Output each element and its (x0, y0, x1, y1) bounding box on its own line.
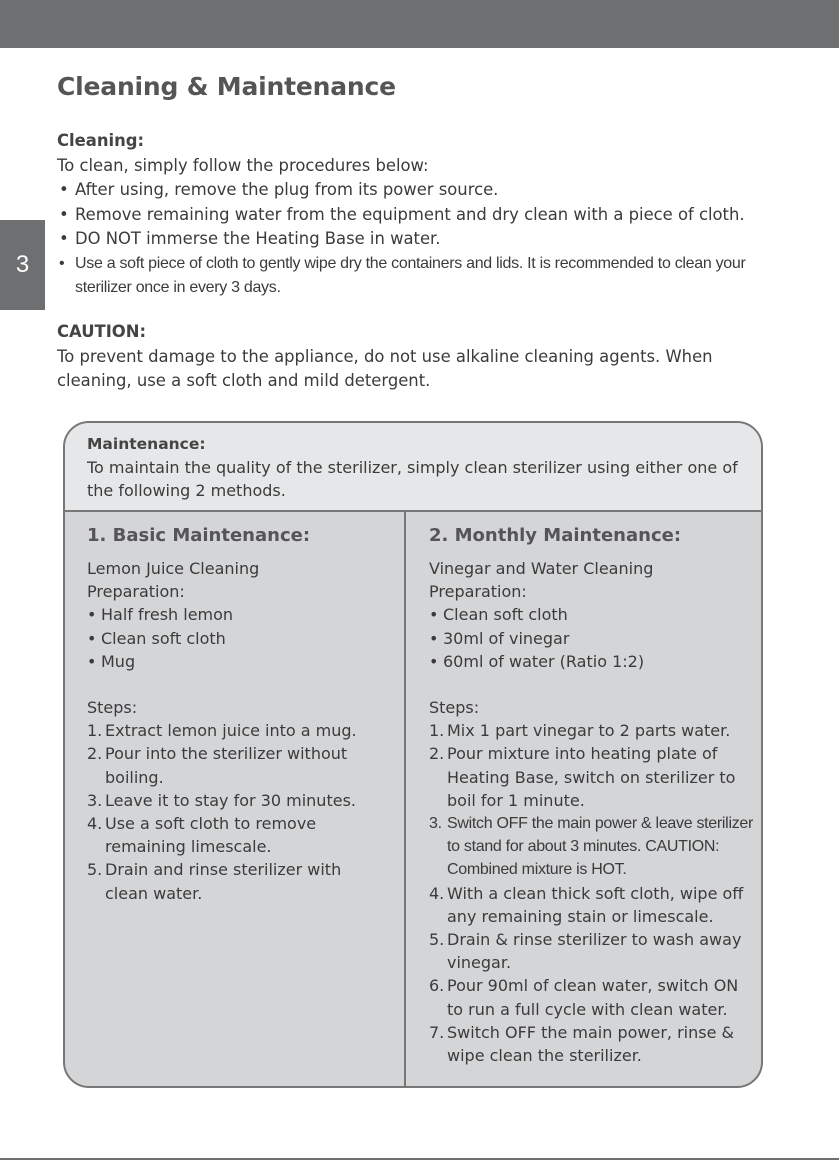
step-item: 5. Drain & rinse sterilizer to wash away vinegar. (429, 930, 742, 973)
list-item: • Clean soft cloth (87, 627, 387, 650)
step-item: 2. Pour mixture into heating plate of Heating Base, switch on sterilizer to boil for 1 minute. (429, 744, 736, 810)
monthly-subtitle: Vinegar and Water Cleaning (429, 559, 654, 578)
monthly-maintenance-title: 2. Monthly Maintenance: (429, 525, 682, 546)
caution-heading: CAUTION: (57, 322, 147, 341)
monthly-maintenance-column (429, 523, 759, 1067)
basic-maintenance-title: 1. Basic Maintenance: (87, 525, 311, 546)
monthly-steps-list (429, 719, 759, 1067)
cleaning-section (57, 129, 797, 301)
maintenance-heading: Maintenance: (87, 435, 206, 453)
list-item: • 60ml of water (Ratio 1:2) (429, 650, 759, 673)
maintenance-intro: To maintain the quality of the sterilizer, simply clean sterilizer using either one of the following 2 methods. (87, 458, 738, 500)
cleaning-item: • Remove remaining water from the equipment and dry clean with a piece of cloth. (57, 203, 797, 228)
monthly-steps-label: Steps: (429, 698, 480, 718)
basic-steps-list (87, 719, 387, 905)
list-item: • Mug (87, 650, 387, 673)
footer-rule (0, 1158, 839, 1160)
caution-text: To prevent damage to the appliance, do not use alkaline cleaning agents. When cleaning, use a soft cloth and mild detergent. (57, 346, 713, 390)
maintenance-header (65, 423, 761, 512)
step-item: 4. Use a soft cloth to remove remaining limescale. (87, 814, 317, 857)
page-title: Cleaning & Maintenance (57, 72, 396, 101)
cleaning-item: • After using, remove the plug from its power source. (57, 178, 797, 203)
step-item: 4. With a clean thick soft cloth, wipe off any remaining stain or limescale. (429, 883, 744, 926)
monthly-prep-list (429, 603, 759, 673)
maintenance-box (63, 421, 763, 1088)
caution-section (57, 320, 772, 394)
cleaning-item: • DO NOT immerse the Heating Base in water. (57, 227, 797, 252)
cleaning-item: • Use a soft piece of cloth to gently wipe dry the containers and lids. It is recommended to clean your sterilizer once in every 3 days. (57, 252, 797, 301)
list-item: • Clean soft cloth (429, 603, 759, 626)
step-item: 2. Pour into the sterilizer without boiling. (87, 744, 348, 787)
list-item: • Half fresh lemon (87, 603, 387, 626)
page-number-tab (0, 220, 45, 310)
monthly-prep-label: Preparation: (429, 582, 527, 602)
step-item: 1. Extract lemon juice into a mug. (87, 721, 357, 741)
column-divider (404, 511, 406, 1088)
step-item: 7. Switch OFF the main power, rinse & wipe clean the sterilizer. (429, 1022, 735, 1066)
basic-prep-label: Preparation: (87, 582, 185, 602)
cleaning-intro: To clean, simply follow the procedures below: (57, 155, 429, 175)
list-item: • 30ml of vinegar (429, 627, 759, 650)
step-item: 6. Pour 90ml of clean water, switch ON to run a full cycle with clean water. (429, 976, 739, 1019)
cleaning-heading: Cleaning: (57, 131, 145, 150)
basic-maintenance-column (87, 523, 387, 905)
header-bar (0, 0, 839, 48)
step-item: 1. Mix 1 part vinegar to 2 parts water. (429, 721, 731, 741)
step-item: 5. Drain and rinse sterilizer with clean water. (87, 860, 342, 903)
step-item: 3. Switch OFF the main power & leave sterilizer to stand for about 3 minutes. CAUTION: Combined mixture is HOT. (429, 815, 754, 879)
cleaning-list (57, 178, 797, 301)
basic-steps-label: Steps: (87, 698, 138, 718)
basic-prep-list (87, 603, 387, 673)
basic-subtitle: Lemon Juice Cleaning (87, 559, 260, 578)
page-number: 3 (15, 251, 30, 278)
step-item: 3. Leave it to stay for 30 minutes. (87, 790, 356, 810)
